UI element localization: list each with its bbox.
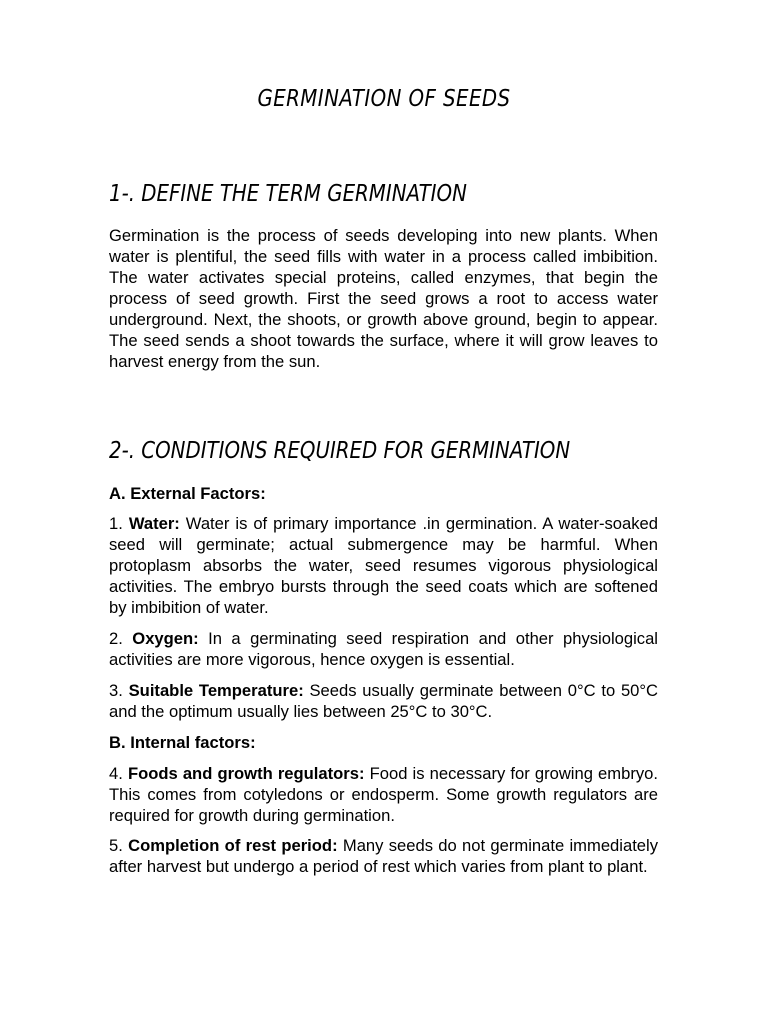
- condition-item-rest-period: [109, 835, 658, 877]
- item-text: Many seeds do not germinate immediately after harvest but undergo a period of rest which varies from plant to plant.: [109, 836, 659, 876]
- section-heading-define-germination: 1-. DEFINE THE TERM GERMINATION: [109, 181, 467, 207]
- item-label: Foods and growth regulators:: [127, 764, 365, 783]
- external-factors-label: A. External Factors:: [109, 484, 266, 503]
- item-text: Water is of primary importance .in germination. A water-soaked seed will germinate; actual submergence may be harmful. When protoplasm absorbs the water, seed resumes vigorous physiological activities. The embryo bursts through the seed coats which are softened by imbibition of water.: [109, 514, 659, 617]
- section-heading-conditions: 2-. CONDITIONS REQUIRED FOR GERMINATION: [109, 438, 571, 464]
- internal-factors-label: B. Internal factors:: [109, 733, 256, 752]
- item-text: Food is necessary for growing embryo. This comes from cotyledons or endosperm. Some growth regulators are required for growth during germination.: [109, 764, 658, 825]
- item-number: 1.: [109, 514, 129, 533]
- condition-item-temperature: [109, 680, 658, 722]
- external-factors-heading: [109, 483, 658, 504]
- item-number: 3.: [109, 681, 129, 700]
- item-text: In a germinating seed respiration and other physiological activities are more vigorous, hence oxygen is essential.: [109, 629, 658, 669]
- item-text: Seeds usually germinate between 0°C to 50°C and the optimum usually lies between 25°C to 30°C.: [109, 681, 659, 721]
- item-label: Oxygen:: [132, 629, 199, 648]
- item-label: Completion of rest period:: [128, 836, 338, 855]
- condition-item-water: [109, 513, 658, 618]
- condition-item-oxygen: [109, 628, 658, 670]
- item-number: 4.: [109, 764, 128, 783]
- definition-paragraph: Germination is the process of seeds developing into new plants. When water is plentiful, the seed fills with water in a process called imbibition. The water activates special proteins, called enzymes, that begin the process of seed growth. First the seed grows a root to access water underground. Next, the shoots, or growth above ground, begin to appear. The seed sends a shoot towards the surface, where it will grow leaves to harvest energy from the sun.: [109, 226, 658, 371]
- internal-factors-heading: [109, 732, 658, 753]
- item-label: Suitable Temperature:: [128, 681, 304, 700]
- item-number: 5.: [109, 836, 129, 855]
- document-title: GERMINATION OF SEEDS: [257, 86, 511, 112]
- item-label: Water:: [128, 514, 180, 533]
- condition-item-foods: [109, 763, 658, 826]
- item-number: 2.: [109, 629, 133, 648]
